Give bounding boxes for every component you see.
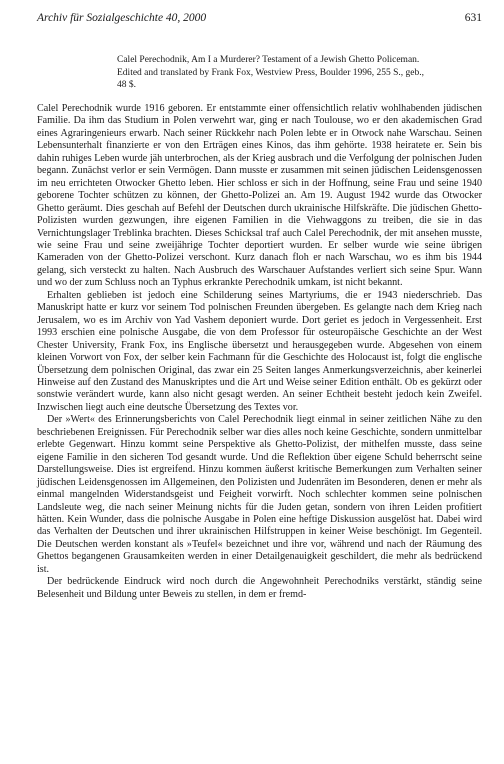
citation-line: Edited and translated by Frank Fox, Westview Press, Boulder 1996, 255 S., geb.,: [117, 67, 424, 78]
page-number: 631: [464, 12, 482, 24]
paragraph: Der bedrückende Eindruck wird noch durch die Angewohnheit Perechodniks verstärkt, ständig seine Belesenheit und Bildung unter Beweis zu stellen, in dem er fremd-: [37, 576, 482, 600]
paragraph: Der »Wert« des Erinnerungsberichts von Calel Perechodnik liegt einmal in seiner zeitlichen Nähe zu den beschriebenen Ereignissen. Für Perechodnik selber war dies alles noch keine Geschichte, sondern unmittelbar erlebte Gegenwart. Hinzu kommt seine Perspektive als Ghetto-Polizist, der mithelfen musste, dass seine eigene Familie in den sicheren Tod gesandt wurde. Und die Reflektion über eigene Schuld beherrscht seine Darstellungsweise. Dies ist ergreifend. Hinzu kommen äußerst kritische Bemerkungen zum Verhalten seiner jüdischen Leidensgenossen im Allgemeinen, den Polizisten und Judenräten im Besonderen, denen er mehr als einmal mangelnden Widerstandsgeist und Feigheit vorwirft. Noch schlechter kommen seine polnischen Landsleute weg, die nach seiner Meinung nichts für die Juden getan, sondern von ihren Leiden profitiert hätten. Kein Wunder, dass die polnische Ausgabe in Polen eine heftige Diskussion ausgelöst hat. Dabei wird das Verhalten der Deutschen und ihrer ukrainischen Hilfstruppen in keiner Weise beschönigt. Im Gegenteil. Die Deutschen werden konstant als »Teufel« bezeichnet und ihre vor, während und nach der Räumung des Ghettos begangenen Grausamkeiten werden in einer Detailgenauigkeit geschildert, die mehr als bedrückend ist.: [37, 414, 482, 575]
review-citation: [117, 54, 482, 92]
citation-line: Calel Perechodnik, Am I a Murderer? Testament of a Jewish Ghetto Policeman.: [117, 55, 420, 65]
citation-line: 48 $.: [117, 80, 136, 90]
review-body: [37, 103, 482, 601]
paragraph: Erhalten geblieben ist jedoch eine Schilderung seines Martyriums, die er 1943 niederschrieb. Das Manuskript hatte er kurz vor seinem Tod polnischen Freunden übergeben. Es gelangte nach dem Krieg nach Jerusalem, wo es im Archiv von Yad Vashem deponiert wurde. Dort geriet es jedoch in Vergessenheit. Erst 1993 erschien eine polnische Ausgabe, die von dem Professor für osteuropäische Geschichte an der West Chester University, Frank Fox, ins Englische übersetzt und herausgegeben wurde. Abgesehen von einem kleinen Vorwort von Fox, der selber kein Fachmann für die Geschichte des Holocaust ist, folgt die englische Übersetzung dem polnischen Original, das zwar ein 25 Seiten langes Anmerkungsverzeichnis, aber keinerlei Hinweise auf den Zustand des Manuskriptes und die Art und Weise seiner Edition enthält. Ob es gekürzt oder sonstwie verändert wurde, kann also nicht gesagt werden. An seiner Echtheit besteht jedoch kein Zweifel. Inzwischen liegt auch eine deutsche Übersetzung des Textes vor.: [37, 289, 482, 413]
running-head: [37, 12, 482, 24]
paragraph: Calel Perechodnik wurde 1916 geboren. Er entstammte einer offensichtlich relativ wohlhabenden jüdischen Familie. Da ihm das Studium in Polen verwehrt war, ging er nach Toulouse, wo er den akademischen Grad eines Agraringenieurs erwarb. Nach seiner Rückkehr nach Polen lebte er in Otwock nahe Warschau. Seinen Lebensunterhalt finanzierte er von den Erträgen eines Kinos, das ihm gehörte. 1938 heiratete er. Sein bis dahin ruhiges Leben wurde jäh unterbrochen, als der Krieg ausbrach und die Verfolgung der polnischen Juden begann. Zunächst verlor er sein Vermögen. Dann musste er zusammen mit seinen jüdischen Leidensgenossen im neu errichteten Otwocker Ghetto leben. Hier schloss er sich in der Hoffnung, seine Frau und seine 1940 geborene Tochter schützen zu können, der Ghetto-Polizei an. Am 19. August 1942 wurde das Otwocker Ghetto geräumt. Dies geschah auf Befehl der Deutschen durch ukrainische Hilfskräfte. Die jüdischen Ghetto-Polizisten wurden gezwungen, ihre eigenen Familien in die Viehwaggons zu treiben, die sie in das Vernichtungslager Treblinka brachten. Dieses Schicksal traf auch Calel Perechodnik, der mit ansehen musste, wie seine Frau und seine zweijährige Tochter deportiert wurden. Er selber wurde wie seine übrigen Kameraden von der Ghetto-Polizei verschont. Kurz danach floh er nach Warschau, wo es ihm bis 1944 gelang, sich versteckt zu halten. Nach Ausbruch des Warschauer Aufstandes verliert sich seine Spur. Wann und wo der zum Schluss noch an Typhus erkrankte Perechodnik umkam, ist nicht bekannt.: [37, 103, 482, 289]
journal-title: Archiv für Sozialgeschichte 40, 2000: [37, 12, 207, 24]
